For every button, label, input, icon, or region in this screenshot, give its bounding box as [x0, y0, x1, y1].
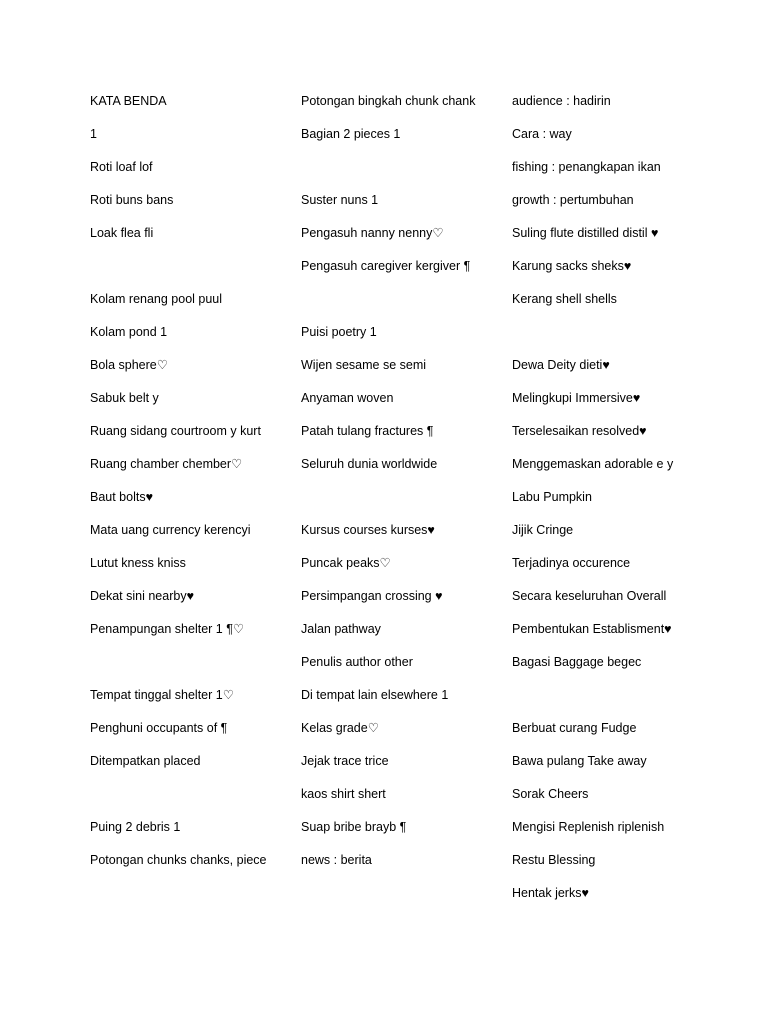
vocab-entry: Bagian 2 pieces 1 — [301, 127, 401, 141]
vocab-entry: Ruang sidang courtroom y kurt — [90, 424, 261, 438]
vocab-entry: Puisi poetry 1 — [301, 325, 377, 339]
vocab-entry: Roti buns bans — [90, 193, 174, 207]
vocab-entry: Di tempat lain elsewhere 1 — [301, 688, 449, 702]
blank-line — [301, 488, 476, 508]
vocab-entry: Melingkupi Immersive♥ — [512, 391, 641, 405]
vocab-entry: Jalan pathway — [301, 622, 381, 636]
vocab-entry: Penulis author other — [301, 655, 413, 669]
vocab-entry: Berbuat curang Fudge — [512, 721, 637, 735]
vocab-entry: Anyaman woven — [301, 391, 394, 405]
word-list-column-3 — [512, 92, 692, 917]
vocab-entry: Hentak jerks♥ — [512, 886, 589, 900]
word-list-column-1 — [90, 92, 270, 884]
vocab-entry: Pembentukan Establisment♥ — [512, 622, 672, 636]
vocab-entry: Secara keseluruhan Overall — [512, 589, 667, 603]
vocab-entry: Loak flea fli — [90, 226, 154, 240]
vocab-entry: Bawa pulang Take away — [512, 754, 647, 768]
vocab-entry: Sabuk belt y — [90, 391, 159, 405]
vocab-entry: Jijik Cringe — [512, 523, 574, 537]
vocab-entry: Lutut kness kniss — [90, 556, 186, 570]
vocab-entry: Kursus courses kurses♥ — [301, 523, 435, 537]
blank-line — [90, 785, 270, 805]
vocab-entry: Kelas grade♡ — [301, 721, 379, 735]
vocab-entry: Mengisi Replenish riplenish — [512, 820, 665, 834]
vocab-entry: Pengasuh nanny nenny♡ — [301, 226, 444, 240]
vocab-entry: Tempat tinggal shelter 1♡ — [90, 688, 234, 702]
vocab-entry: Jejak trace trice — [301, 754, 389, 768]
vocab-entry: fishing : penangkapan ikan — [512, 160, 661, 174]
vocab-entry: Roti loaf lof — [90, 160, 153, 174]
vocab-entry: Kolam renang pool puul — [90, 292, 223, 306]
blank-line — [301, 290, 476, 310]
word-list-column-2 — [301, 92, 476, 884]
vocab-entry: Potongan bingkah chunk chank — [301, 94, 476, 108]
vocab-entry: Wijen sesame se semi — [301, 358, 427, 372]
vocab-entry: audience : hadirin — [512, 94, 611, 108]
vocab-entry: Kerang shell shells — [512, 292, 617, 306]
vocab-entry: Sorak Cheers — [512, 787, 589, 801]
vocab-entry: Potongan chunks chanks, piece — [90, 853, 267, 867]
vocab-entry: Terjadinya occurence — [512, 556, 631, 570]
vocab-entry: 1 — [90, 127, 97, 141]
vocab-entry: Labu Pumpkin — [512, 490, 592, 504]
vocab-entry: Seluruh dunia worldwide — [301, 457, 438, 471]
vocab-entry: Menggemaskan adorable e y — [512, 457, 674, 471]
blank-line — [90, 257, 270, 277]
vocab-entry: Penampungan shelter 1 ¶♡ — [90, 622, 245, 636]
vocab-entry: Kolam pond 1 — [90, 325, 168, 339]
vocab-entry: news : berita — [301, 853, 372, 867]
vocab-entry: Penghuni occupants of ¶ — [90, 721, 228, 735]
vocab-entry: kaos shirt shert — [301, 787, 386, 801]
vocab-entry: Mata uang currency kerencyi — [90, 523, 251, 537]
vocab-entry: Cara : way — [512, 127, 572, 141]
blank-line — [512, 323, 692, 343]
vocab-entry: Suling flute distilled distil ♥ — [512, 226, 659, 240]
vocab-entry: Bola sphere♡ — [90, 358, 168, 372]
vocab-entry: Terselesaikan resolved♥ — [512, 424, 647, 438]
vocab-entry: Suap bribe brayb ¶ — [301, 820, 407, 834]
vocab-entry: Puing 2 debris 1 — [90, 820, 181, 834]
vocab-entry: Dewa Deity dieti♥ — [512, 358, 610, 372]
vocab-entry: Patah tulang fractures ¶ — [301, 424, 434, 438]
vocab-entry: Baut bolts♥ — [90, 490, 154, 504]
vocab-entry: Ruang chamber chember♡ — [90, 457, 243, 471]
vocab-entry: Persimpangan crossing ♥ — [301, 589, 443, 603]
vocab-entry: Suster nuns 1 — [301, 193, 379, 207]
vocab-entry: KATA BENDA — [90, 94, 167, 108]
vocab-entry: growth : pertumbuhan — [512, 193, 634, 207]
vocab-entry: Dekat sini nearby♥ — [90, 589, 194, 603]
blank-line — [301, 158, 476, 178]
vocab-entry: Pengasuh caregiver kergiver ¶ — [301, 259, 471, 273]
vocab-entry: Karung sacks sheks♥ — [512, 259, 632, 273]
vocab-entry: Restu Blessing — [512, 853, 596, 867]
vocab-entry: Bagasi Baggage begec — [512, 655, 642, 669]
vocab-entry: Ditempatkan placed — [90, 754, 201, 768]
vocab-entry: Puncak peaks♡ — [301, 556, 391, 570]
blank-line — [512, 686, 692, 706]
blank-line — [90, 653, 270, 673]
